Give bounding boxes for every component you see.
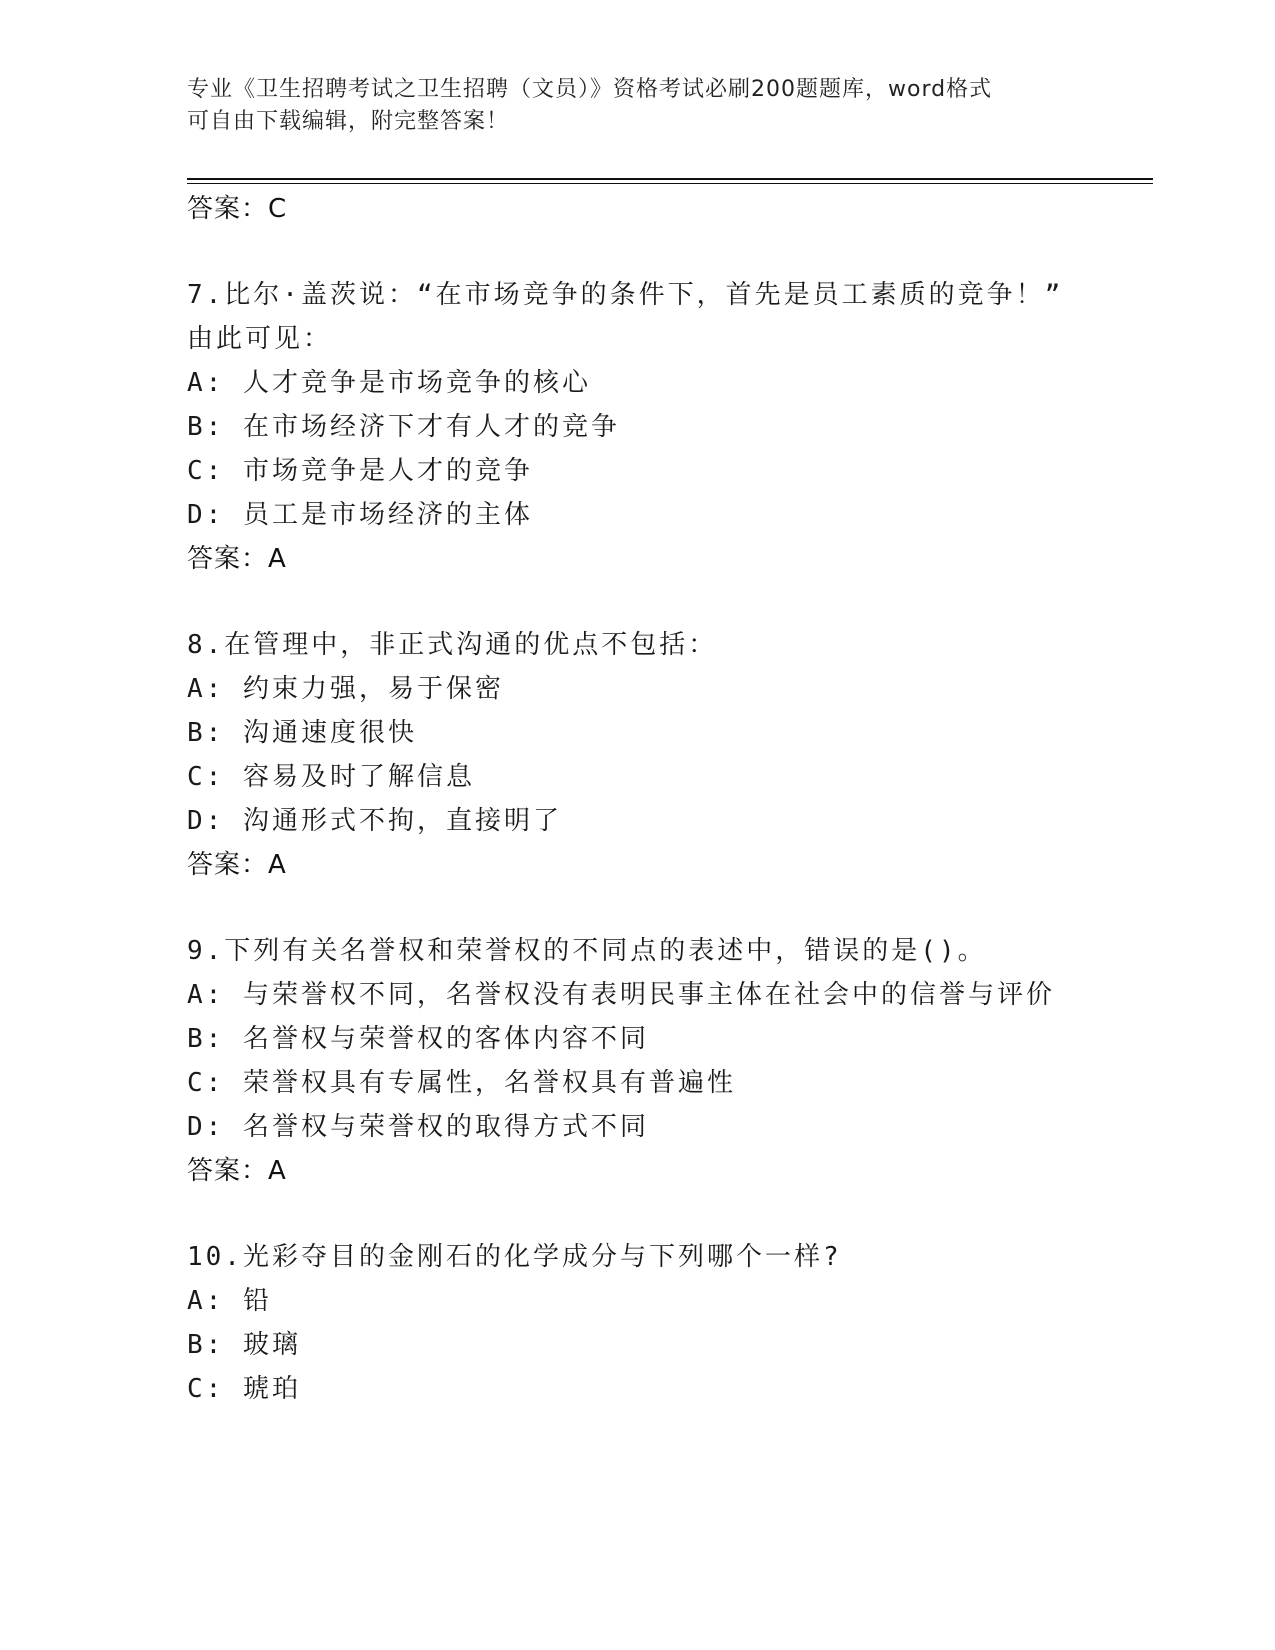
question-7-stem: 7.比尔·盖茨说：“在市场竞争的条件下，首先是员工素质的竞争！” bbox=[187, 280, 1064, 310]
question-9-option-a: A: 与荣誉权不同，名誉权没有表明民事主体在社会中的信誉与评价 bbox=[187, 980, 1055, 1010]
question-10-option-a: A: 铅 bbox=[187, 1286, 272, 1316]
header-divider-thick bbox=[187, 178, 1153, 180]
question-10-option-b: B: 玻璃 bbox=[187, 1330, 301, 1360]
header-divider-thin bbox=[187, 183, 1153, 184]
question-9-stem: 9.下列有关名誉权和荣誉权的不同点的表述中，错误的是()。 bbox=[187, 936, 987, 966]
question-8-answer: 答案：A bbox=[187, 850, 287, 880]
header-line-1: 专业《卫生招聘考试之卫生招聘（文员）》资格考试必刷200题题库，word格式 bbox=[187, 77, 993, 102]
question-9-option-b: B: 名誉权与荣誉权的客体内容不同 bbox=[187, 1024, 649, 1054]
question-8-option-b: B: 沟通速度很快 bbox=[187, 718, 417, 748]
question-7-option-b: B: 在市场经济下才有人才的竞争 bbox=[187, 412, 620, 442]
question-8-option-c: C: 容易及时了解信息 bbox=[187, 762, 475, 792]
previous-answer: 答案：C bbox=[187, 194, 288, 224]
question-8-option-a: A: 约束力强，易于保密 bbox=[187, 674, 504, 704]
question-10-option-c: C: 琥珀 bbox=[187, 1374, 301, 1404]
question-7-option-c: C: 市场竞争是人才的竞争 bbox=[187, 456, 533, 486]
page-header bbox=[187, 74, 1087, 138]
question-8-option-d: D: 沟通形式不拘，直接明了 bbox=[187, 806, 562, 836]
question-9-option-c: C: 荣誉权具有专属性，名誉权具有普遍性 bbox=[187, 1068, 736, 1098]
question-7-option-a: A: 人才竞争是市场竞争的核心 bbox=[187, 368, 591, 398]
question-7-answer: 答案：A bbox=[187, 544, 287, 574]
question-7-stem-continued: 由此可见： bbox=[187, 324, 333, 354]
header-line-2: 可自由下载编辑，附完整答案！ bbox=[187, 109, 510, 134]
question-10-stem: 10.光彩夺目的金刚石的化学成分与下列哪个一样? bbox=[187, 1242, 842, 1272]
question-8-stem: 8.在管理中，非正式沟通的优点不包括： bbox=[187, 630, 718, 660]
question-9-answer: 答案：A bbox=[187, 1156, 287, 1186]
question-9-option-d: D: 名誉权与荣誉权的取得方式不同 bbox=[187, 1112, 649, 1142]
question-7-option-d: D: 员工是市场经济的主体 bbox=[187, 500, 533, 530]
